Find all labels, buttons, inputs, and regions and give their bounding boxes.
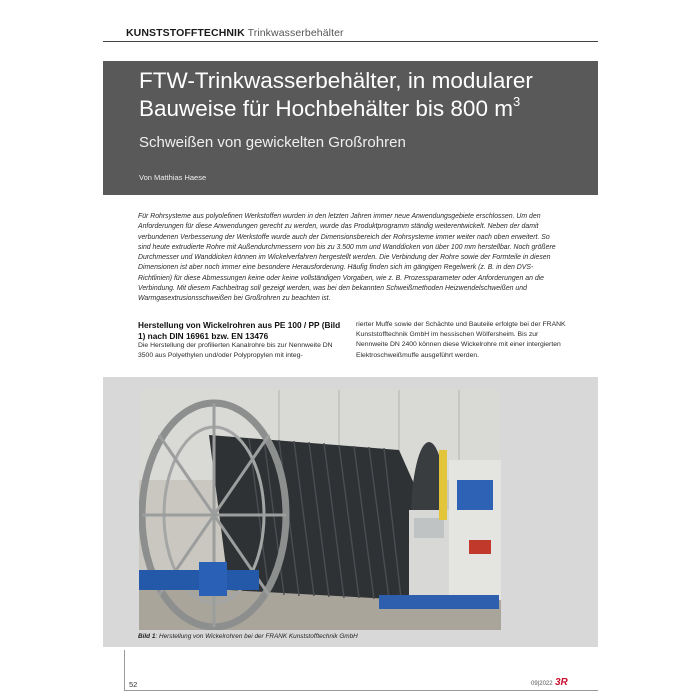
caption-label: Bild 1 — [138, 633, 156, 640]
title-superscript: 3 — [512, 94, 521, 109]
figure-frame — [103, 377, 598, 647]
subsection-name: Trinkwasserbehälter — [247, 27, 344, 39]
footer-vertical-rule — [124, 650, 125, 690]
magazine-logo: 3R — [555, 677, 568, 688]
issue-number: 09|2022 — [531, 681, 553, 687]
section-heading: Herstellung von Wickelrohren aus PE 100 / PP (Bild 1) nach DIN 16961 bzw. EN 13476 — [138, 320, 341, 341]
section-name: KUNSTSTOFFTECHNIK — [126, 27, 245, 39]
footer-rule — [124, 690, 598, 691]
caption-text: : Herstellung von Wickelrohren bei der FRANK Kunststofftechnik GmbH — [155, 633, 358, 640]
header-rule — [103, 41, 598, 42]
pipe-winding-photo — [139, 390, 501, 630]
figure-caption — [138, 633, 358, 640]
page-number: 52 — [129, 680, 138, 689]
title-block — [103, 61, 598, 195]
intro-paragraph: Für Rohrsysteme aus polyolefinen Werkstoffen wurden in den letzten Jahren immer neue Anwendungsgebiete erschlossen. Um den Anforderungen für diese Anwendungen gerecht zu werden, wurde das Produktprogramm ständig weiterentwickelt. Neben der damit verbundenen Verbesserung der Werkstoffe wurde auch der Dimensionsbereich der Rohrsysteme immer weiter nach oben erweitert. So sind heute extrudierte Rohre mit Außendurchmessern von bis zu 3.500 mm und Wanddicken von über 100 mm herstellbar. Noch größere Durchmesser und Wanddicken können im Wickelverfahren hergestellt werden. Die Verbindung der Rohre sowie der Formteile in diesen Dimensionen ist aber noch immer eine besondere Herausforderung. Häufig finden sich im gängigen Regelwerk (z. B. in den DVS-Richtlinien) für diese Abmessungen keine oder keine vollständigen Vorgaben, wie z. B. Prozessparameter oder Anforderungen an die Verbindung. Mit diesem Fachbeitrag soll gezeigt werden, was bei den bekannten Schweißmethoden Heizwendelschweißen und Warmgasextrusionsschweißen bei Großrohren zu beachten ist. — [138, 213, 556, 303]
article-title: FTW-Trinkwasserbehälter, in modularer Bauweise für Hochbehälter bis 800 $m^3$ — [139, 68, 533, 121]
body-text-left: Die Herstellung der profilierten Kanalrohre bis zur Nennweite DN 3500 aus Polyethylen und/oder Polypropylen mit integ- — [138, 342, 333, 360]
article-column-right — [356, 320, 568, 361]
figure-photo — [139, 390, 501, 630]
body-text-right: rierter Muffe sowie der Schächte und Bauteile erfolgte bei der FRANK Kunststofftechnik GmbH im hessischen Wölfersheim. Bis zur Nennweite DN 2400 können diese Wickelrohre mit einer intergierten Elektroschweißmuffe ausgeführt werden. — [356, 321, 566, 359]
section-label — [126, 27, 344, 39]
article-column-left — [138, 320, 346, 361]
article-author: Von Matthias Haese — [139, 173, 207, 182]
article-subtitle: Schweißen von gewickelten Großrohren — [139, 134, 406, 151]
